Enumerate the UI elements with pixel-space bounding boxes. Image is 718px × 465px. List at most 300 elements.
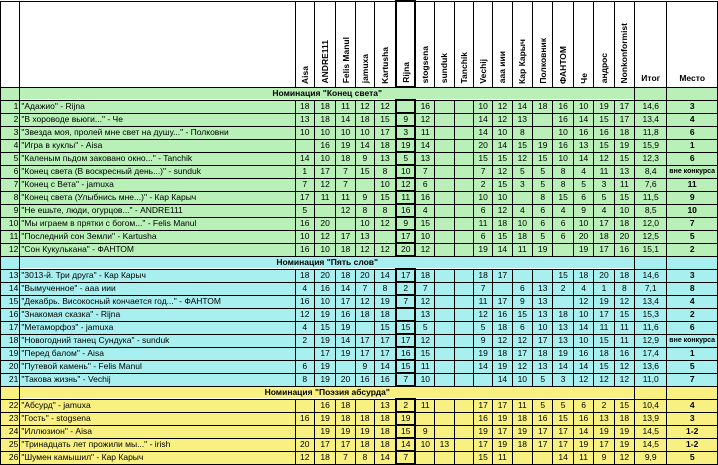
score-cell[interactable] [435, 113, 454, 126]
score-cell[interactable]: 19 [594, 425, 614, 438]
score-cell[interactable] [454, 347, 473, 360]
score-cell[interactable]: 18 [473, 269, 492, 282]
score-cell[interactable]: 16 [553, 113, 573, 126]
score-cell[interactable]: 18 [512, 412, 532, 425]
score-cell[interactable]: 18 [336, 152, 355, 165]
score-cell[interactable]: 19 [355, 425, 374, 438]
work-title[interactable]: "Такова жизнь" - Vechij [20, 373, 295, 386]
score-cell[interactable]: 10 [415, 373, 434, 386]
judge-header[interactable] [512, 1, 532, 87]
score-cell[interactable]: 13 [415, 308, 434, 321]
score-cell[interactable]: 18 [375, 412, 396, 425]
score-cell[interactable]: 5 [553, 399, 573, 412]
score-cell[interactable]: 9 [415, 425, 434, 438]
score-cell[interactable]: 16 [553, 100, 573, 113]
score-cell[interactable] [435, 373, 454, 386]
place-cell[interactable]: 1 [667, 139, 718, 152]
score-cell[interactable]: 13 [533, 295, 553, 308]
score-cell[interactable]: 12 [573, 373, 593, 386]
row-number[interactable]: 5 [1, 152, 20, 165]
work-title[interactable]: "Мы играем в прятки с богом..." - Felis Manul [20, 217, 295, 230]
score-cell[interactable]: 9 [355, 152, 374, 165]
score-cell[interactable]: 13 [295, 113, 314, 126]
score-cell[interactable]: 12 [493, 204, 512, 217]
score-cell[interactable]: 14 [553, 360, 573, 373]
score-cell[interactable]: 5 [473, 321, 492, 334]
score-cell[interactable]: 7 [336, 178, 355, 191]
score-cell[interactable]: 15 [493, 230, 512, 243]
score-cell[interactable]: 6 [512, 282, 532, 295]
work-title[interactable]: "Гость" - stogsena [20, 412, 295, 425]
score-cell[interactable]: 17 [594, 217, 614, 230]
score-cell[interactable]: 10 [355, 126, 374, 139]
score-cell[interactable]: 18 [375, 438, 396, 451]
score-cell[interactable] [454, 139, 473, 152]
score-cell[interactable] [454, 438, 473, 451]
place-cell[interactable]: 6 [667, 321, 718, 334]
score-cell[interactable] [454, 295, 473, 308]
score-cell[interactable]: 4 [415, 204, 434, 217]
score-cell[interactable] [493, 282, 512, 295]
score-cell[interactable]: 12 [355, 295, 374, 308]
score-cell[interactable]: 9 [396, 217, 415, 230]
score-cell[interactable]: 20 [614, 230, 634, 243]
total-cell[interactable]: 15,3 [635, 308, 667, 321]
score-cell[interactable]: 13 [614, 165, 634, 178]
score-cell[interactable]: 5 [533, 178, 553, 191]
place-cell[interactable]: 5 [667, 451, 718, 464]
judge-header[interactable] [415, 1, 434, 87]
score-cell[interactable]: 17 [533, 425, 553, 438]
work-title[interactable]: "Новогодний танец Сундука" - sunduk [20, 334, 295, 347]
score-cell[interactable]: 19 [314, 373, 335, 386]
score-cell[interactable]: 12 [594, 373, 614, 386]
row-number[interactable]: 3 [1, 126, 20, 139]
work-title[interactable]: "Иллюзион" - Aisa [20, 425, 295, 438]
score-cell[interactable]: 20 [336, 373, 355, 386]
score-cell[interactable]: 10 [553, 126, 573, 139]
score-cell[interactable]: 11 [336, 191, 355, 204]
score-cell[interactable] [533, 126, 553, 139]
row-number[interactable]: 18 [1, 334, 20, 347]
score-cell[interactable]: 19 [314, 360, 335, 373]
score-cell[interactable]: 19 [336, 321, 355, 334]
score-cell[interactable]: 15 [415, 347, 434, 360]
total-cell[interactable]: 11,8 [635, 126, 667, 139]
score-cell[interactable]: 11 [512, 243, 532, 256]
score-cell[interactable]: 12 [355, 100, 374, 113]
score-cell[interactable]: 11 [473, 217, 492, 230]
total-cell[interactable]: 15,9 [635, 139, 667, 152]
score-cell[interactable]: 15 [614, 152, 634, 165]
place-cell[interactable]: 5 [667, 230, 718, 243]
score-cell[interactable]: 5 [512, 165, 532, 178]
place-cell[interactable]: 4 [667, 399, 718, 412]
total-cell[interactable]: 12,5 [635, 230, 667, 243]
score-cell[interactable]: 15 [473, 451, 492, 464]
work-title[interactable]: "Шумен камышил" - Кар Карыч [20, 451, 295, 464]
score-cell[interactable]: 3 [594, 178, 614, 191]
score-cell[interactable]: 19 [553, 347, 573, 360]
score-cell[interactable]: 16 [295, 295, 314, 308]
total-cell[interactable]: 13,4 [635, 295, 667, 308]
score-cell[interactable]: 10 [553, 152, 573, 165]
score-cell[interactable]: 17 [314, 438, 335, 451]
row-number[interactable]: 8 [1, 191, 20, 204]
row-number[interactable]: 6 [1, 165, 20, 178]
score-cell[interactable]: 17 [375, 126, 396, 139]
score-cell[interactable]: 12 [314, 178, 335, 191]
score-cell[interactable]: 15 [533, 152, 553, 165]
score-cell[interactable]: 15 [493, 152, 512, 165]
work-title[interactable]: "Перед балом" - Aisa [20, 347, 295, 360]
work-title[interactable]: "Игра в куклы" - Aisa [20, 139, 295, 152]
score-cell[interactable]: 19 [614, 425, 634, 438]
score-cell[interactable]: 20 [473, 139, 492, 152]
score-cell[interactable]: 7 [396, 451, 415, 464]
score-cell[interactable]: 14 [573, 152, 593, 165]
row-number[interactable]: 21 [1, 373, 20, 386]
score-cell[interactable]: 14 [375, 451, 396, 464]
score-cell[interactable]: 17 [533, 334, 553, 347]
score-cell[interactable] [336, 217, 355, 230]
score-cell[interactable]: 14 [553, 451, 573, 464]
score-cell[interactable]: 17 [614, 113, 634, 126]
score-cell[interactable]: 18 [336, 269, 355, 282]
score-cell[interactable] [454, 399, 473, 412]
score-cell[interactable] [435, 269, 454, 282]
score-cell[interactable]: 14 [355, 139, 374, 152]
score-cell[interactable] [454, 178, 473, 191]
score-cell[interactable]: 6 [533, 204, 553, 217]
score-cell[interactable]: 18 [493, 321, 512, 334]
place-cell[interactable]: 7 [667, 217, 718, 230]
score-cell[interactable]: 5 [594, 191, 614, 204]
score-cell[interactable]: 7 [415, 165, 434, 178]
score-cell[interactable]: 10 [314, 126, 335, 139]
place-cell[interactable]: вне конкурса [667, 334, 718, 347]
work-title[interactable]: "3013-й. Три друга" - Кар Карыч [20, 269, 295, 282]
score-cell[interactable]: 12 [415, 243, 434, 256]
score-cell[interactable]: 18 [614, 217, 634, 230]
empty-cell[interactable] [635, 256, 667, 269]
score-cell[interactable]: 15 [493, 178, 512, 191]
empty-cell[interactable] [667, 87, 718, 100]
work-title[interactable]: "Конец света (Улыбнись мне...)" - Кар Карыч [20, 191, 295, 204]
score-cell[interactable]: 18 [493, 217, 512, 230]
total-cell[interactable]: 7,6 [635, 178, 667, 191]
score-cell[interactable]: 10 [295, 126, 314, 139]
score-cell[interactable]: 11 [415, 126, 434, 139]
score-cell[interactable]: 2 [295, 334, 314, 347]
score-cell[interactable]: 11 [415, 399, 434, 412]
score-cell[interactable]: 18 [355, 412, 374, 425]
score-cell[interactable]: 15 [396, 360, 415, 373]
score-cell[interactable]: 14 [573, 321, 593, 334]
place-cell[interactable]: 3 [667, 269, 718, 282]
score-cell[interactable] [355, 178, 374, 191]
score-cell[interactable]: 7 [336, 451, 355, 464]
score-cell[interactable]: 15 [594, 113, 614, 126]
score-cell[interactable]: 8 [355, 204, 374, 217]
place-cell[interactable]: 3 [667, 100, 718, 113]
total-cell[interactable]: 11,6 [635, 321, 667, 334]
score-cell[interactable]: 13 [594, 412, 614, 425]
score-cell[interactable]: 11 [614, 334, 634, 347]
row-number[interactable]: 1 [1, 100, 20, 113]
score-cell[interactable]: 14 [336, 334, 355, 347]
score-cell[interactable]: 5 [295, 204, 314, 217]
work-title[interactable]: "Вымученное" - ааа иии [20, 282, 295, 295]
score-cell[interactable] [435, 321, 454, 334]
score-cell[interactable]: 19 [614, 438, 634, 451]
score-cell[interactable] [512, 191, 532, 204]
score-cell[interactable]: 14 [473, 360, 492, 373]
score-cell[interactable]: 13 [573, 139, 593, 152]
work-title[interactable]: "Тринадцать лет прожили мы..." - irish [20, 438, 295, 451]
score-cell[interactable]: 12 [512, 152, 532, 165]
score-cell[interactable]: 15 [314, 321, 335, 334]
total-cell[interactable]: 8,4 [635, 165, 667, 178]
score-cell[interactable]: 3 [512, 178, 532, 191]
row-number[interactable]: 7 [1, 178, 20, 191]
score-cell[interactable]: 10 [396, 165, 415, 178]
score-cell[interactable] [454, 204, 473, 217]
score-cell[interactable] [336, 360, 355, 373]
score-cell[interactable] [553, 295, 573, 308]
score-cell[interactable] [435, 204, 454, 217]
score-cell[interactable] [454, 425, 473, 438]
judge-header[interactable] [396, 1, 415, 87]
row-number[interactable]: 12 [1, 243, 20, 256]
score-cell[interactable]: 18 [614, 126, 634, 139]
score-cell[interactable]: 14 [396, 438, 415, 451]
score-cell[interactable]: 2 [553, 282, 573, 295]
score-cell[interactable] [295, 399, 314, 412]
score-cell[interactable] [473, 373, 492, 386]
work-title[interactable]: "Путевой камень" - Felis Manul [20, 360, 295, 373]
score-cell[interactable]: 11 [614, 321, 634, 334]
empty-cell[interactable] [667, 386, 718, 399]
score-cell[interactable] [355, 321, 374, 334]
score-cell[interactable]: 20 [594, 269, 614, 282]
score-cell[interactable]: 3 [553, 373, 573, 386]
score-cell[interactable]: 18 [314, 113, 335, 126]
score-cell[interactable]: 19 [614, 139, 634, 152]
score-cell[interactable]: 19 [473, 347, 492, 360]
score-cell[interactable]: 10 [614, 204, 634, 217]
score-cell[interactable]: 18 [314, 451, 335, 464]
score-cell[interactable]: 9 [573, 204, 593, 217]
score-cell[interactable]: 10 [573, 308, 593, 321]
score-cell[interactable]: 6 [473, 204, 492, 217]
place-cell[interactable]: 1 [667, 347, 718, 360]
place-cell[interactable]: 4 [667, 295, 718, 308]
score-cell[interactable] [435, 243, 454, 256]
total-header[interactable]: Итог [635, 1, 667, 87]
place-cell[interactable]: вне конкурса [667, 165, 718, 178]
score-cell[interactable]: 10 [355, 217, 374, 230]
score-cell[interactable]: 12 [295, 451, 314, 464]
score-cell[interactable]: 13 [355, 230, 374, 243]
total-cell[interactable]: 13,9 [635, 412, 667, 425]
work-title[interactable]: "Не ешьте, люди, огурцов..." - ANDRE111 [20, 204, 295, 217]
judge-header[interactable] [533, 1, 553, 87]
score-cell[interactable]: 17 [396, 269, 415, 282]
score-cell[interactable]: 16 [573, 347, 593, 360]
judge-header[interactable] [493, 1, 512, 87]
score-cell[interactable]: 16 [314, 282, 335, 295]
score-cell[interactable]: 6 [295, 360, 314, 373]
total-cell[interactable]: 14,6 [635, 100, 667, 113]
score-cell[interactable]: 16 [614, 243, 634, 256]
row-number[interactable]: 16 [1, 308, 20, 321]
score-cell[interactable]: 18 [375, 308, 396, 321]
score-cell[interactable]: 5 [533, 165, 553, 178]
place-cell[interactable]: 3 [667, 412, 718, 425]
score-cell[interactable] [435, 451, 454, 464]
score-cell[interactable] [454, 230, 473, 243]
score-cell[interactable]: 19 [314, 412, 335, 425]
score-cell[interactable]: 2 [594, 399, 614, 412]
score-cell[interactable]: 14 [295, 152, 314, 165]
total-cell[interactable]: 17,4 [635, 347, 667, 360]
score-cell[interactable]: 4 [573, 165, 593, 178]
score-cell[interactable]: 13 [533, 360, 553, 373]
score-cell[interactable]: 7 [396, 295, 415, 308]
score-cell[interactable]: 14 [473, 113, 492, 126]
score-cell[interactable]: 14 [415, 139, 434, 152]
score-cell[interactable]: 9 [594, 451, 614, 464]
work-title[interactable]: "Абсурд" - jamuxa [20, 399, 295, 412]
score-cell[interactable] [435, 165, 454, 178]
place-cell[interactable]: 5 [667, 360, 718, 373]
score-cell[interactable]: 12 [355, 243, 374, 256]
score-cell[interactable]: 18 [295, 269, 314, 282]
work-title[interactable]: "Последний сон Земли" - Kartusha [20, 230, 295, 243]
score-cell[interactable] [435, 230, 454, 243]
score-cell[interactable]: 6 [533, 217, 553, 230]
score-cell[interactable] [435, 334, 454, 347]
score-cell[interactable]: 4 [295, 321, 314, 334]
score-cell[interactable]: 17 [553, 425, 573, 438]
place-cell[interactable]: 11 [667, 178, 718, 191]
score-cell[interactable] [454, 334, 473, 347]
score-cell[interactable]: 16 [396, 347, 415, 360]
score-cell[interactable]: 20 [314, 269, 335, 282]
judge-header[interactable] [553, 1, 573, 87]
score-cell[interactable] [454, 360, 473, 373]
score-cell[interactable] [415, 451, 434, 464]
score-cell[interactable]: 14 [512, 100, 532, 113]
score-cell[interactable]: 11 [614, 178, 634, 191]
score-cell[interactable]: 15 [355, 165, 374, 178]
score-cell[interactable]: 19 [314, 334, 335, 347]
score-cell[interactable] [454, 243, 473, 256]
score-cell[interactable]: 7 [473, 282, 492, 295]
score-cell[interactable]: 7 [396, 373, 415, 386]
score-cell[interactable]: 1 [594, 282, 614, 295]
nomination-title[interactable]: Номинация "Поэзия абсурда" [20, 386, 635, 399]
score-cell[interactable]: 9 [355, 191, 374, 204]
score-cell[interactable]: 5 [396, 152, 415, 165]
row-number[interactable]: 13 [1, 269, 20, 282]
score-cell[interactable]: 8 [355, 451, 374, 464]
score-cell[interactable]: 12 [375, 243, 396, 256]
score-cell[interactable]: 20 [355, 269, 374, 282]
place-header[interactable]: Место [667, 1, 718, 87]
score-cell[interactable]: 7 [355, 282, 374, 295]
score-cell[interactable] [454, 165, 473, 178]
score-cell[interactable]: 12 [493, 100, 512, 113]
score-cell[interactable]: 12 [375, 217, 396, 230]
score-cell[interactable]: 15 [512, 139, 532, 152]
score-cell[interactable]: 8 [375, 165, 396, 178]
score-cell[interactable]: 2 [396, 399, 415, 412]
score-cell[interactable] [295, 347, 314, 360]
row-number[interactable]: 10 [1, 217, 20, 230]
score-cell[interactable]: 11 [336, 100, 355, 113]
score-cell[interactable] [435, 126, 454, 139]
score-cell[interactable]: 13 [512, 113, 532, 126]
score-cell[interactable] [454, 191, 473, 204]
score-cell[interactable]: 9 [473, 334, 492, 347]
score-cell[interactable]: 18 [594, 230, 614, 243]
score-cell[interactable]: 5 [573, 178, 593, 191]
score-cell[interactable]: 15 [415, 217, 434, 230]
score-cell[interactable]: 18 [573, 269, 593, 282]
row-number[interactable]: 19 [1, 347, 20, 360]
score-cell[interactable]: 19 [314, 308, 335, 321]
total-cell[interactable]: 12,0 [635, 217, 667, 230]
score-cell[interactable]: 11 [396, 191, 415, 204]
score-cell[interactable]: 16 [295, 412, 314, 425]
score-cell[interactable]: 1 [295, 165, 314, 178]
score-cell[interactable]: 2 [473, 178, 492, 191]
score-cell[interactable]: 4 [512, 204, 532, 217]
score-cell[interactable]: 12 [512, 334, 532, 347]
score-cell[interactable]: 19 [375, 295, 396, 308]
score-cell[interactable]: 12 [512, 360, 532, 373]
score-cell[interactable] [512, 269, 532, 282]
score-cell[interactable] [435, 347, 454, 360]
place-cell[interactable]: 4 [667, 113, 718, 126]
score-cell[interactable]: 10 [314, 152, 335, 165]
judge-header[interactable] [355, 1, 374, 87]
score-cell[interactable]: 4 [594, 204, 614, 217]
score-cell[interactable]: 15 [594, 139, 614, 152]
score-cell[interactable]: 8 [375, 282, 396, 295]
score-cell[interactable]: 15 [553, 269, 573, 282]
score-cell[interactable] [533, 113, 553, 126]
score-cell[interactable]: 16 [314, 139, 335, 152]
total-cell[interactable]: 13,6 [635, 360, 667, 373]
score-cell[interactable]: 17 [594, 438, 614, 451]
row-number[interactable]: 14 [1, 282, 20, 295]
score-cell[interactable]: 16 [336, 308, 355, 321]
score-cell[interactable]: 18 [375, 139, 396, 152]
score-cell[interactable] [295, 139, 314, 152]
judge-header[interactable] [454, 1, 473, 87]
score-cell[interactable]: 15 [553, 412, 573, 425]
score-cell[interactable] [454, 282, 473, 295]
score-cell[interactable]: 16 [594, 126, 614, 139]
score-cell[interactable]: 12 [415, 334, 434, 347]
score-cell[interactable]: 14 [375, 360, 396, 373]
score-cell[interactable] [512, 451, 532, 464]
place-cell[interactable]: 8 [667, 282, 718, 295]
judge-header[interactable] [295, 1, 314, 87]
